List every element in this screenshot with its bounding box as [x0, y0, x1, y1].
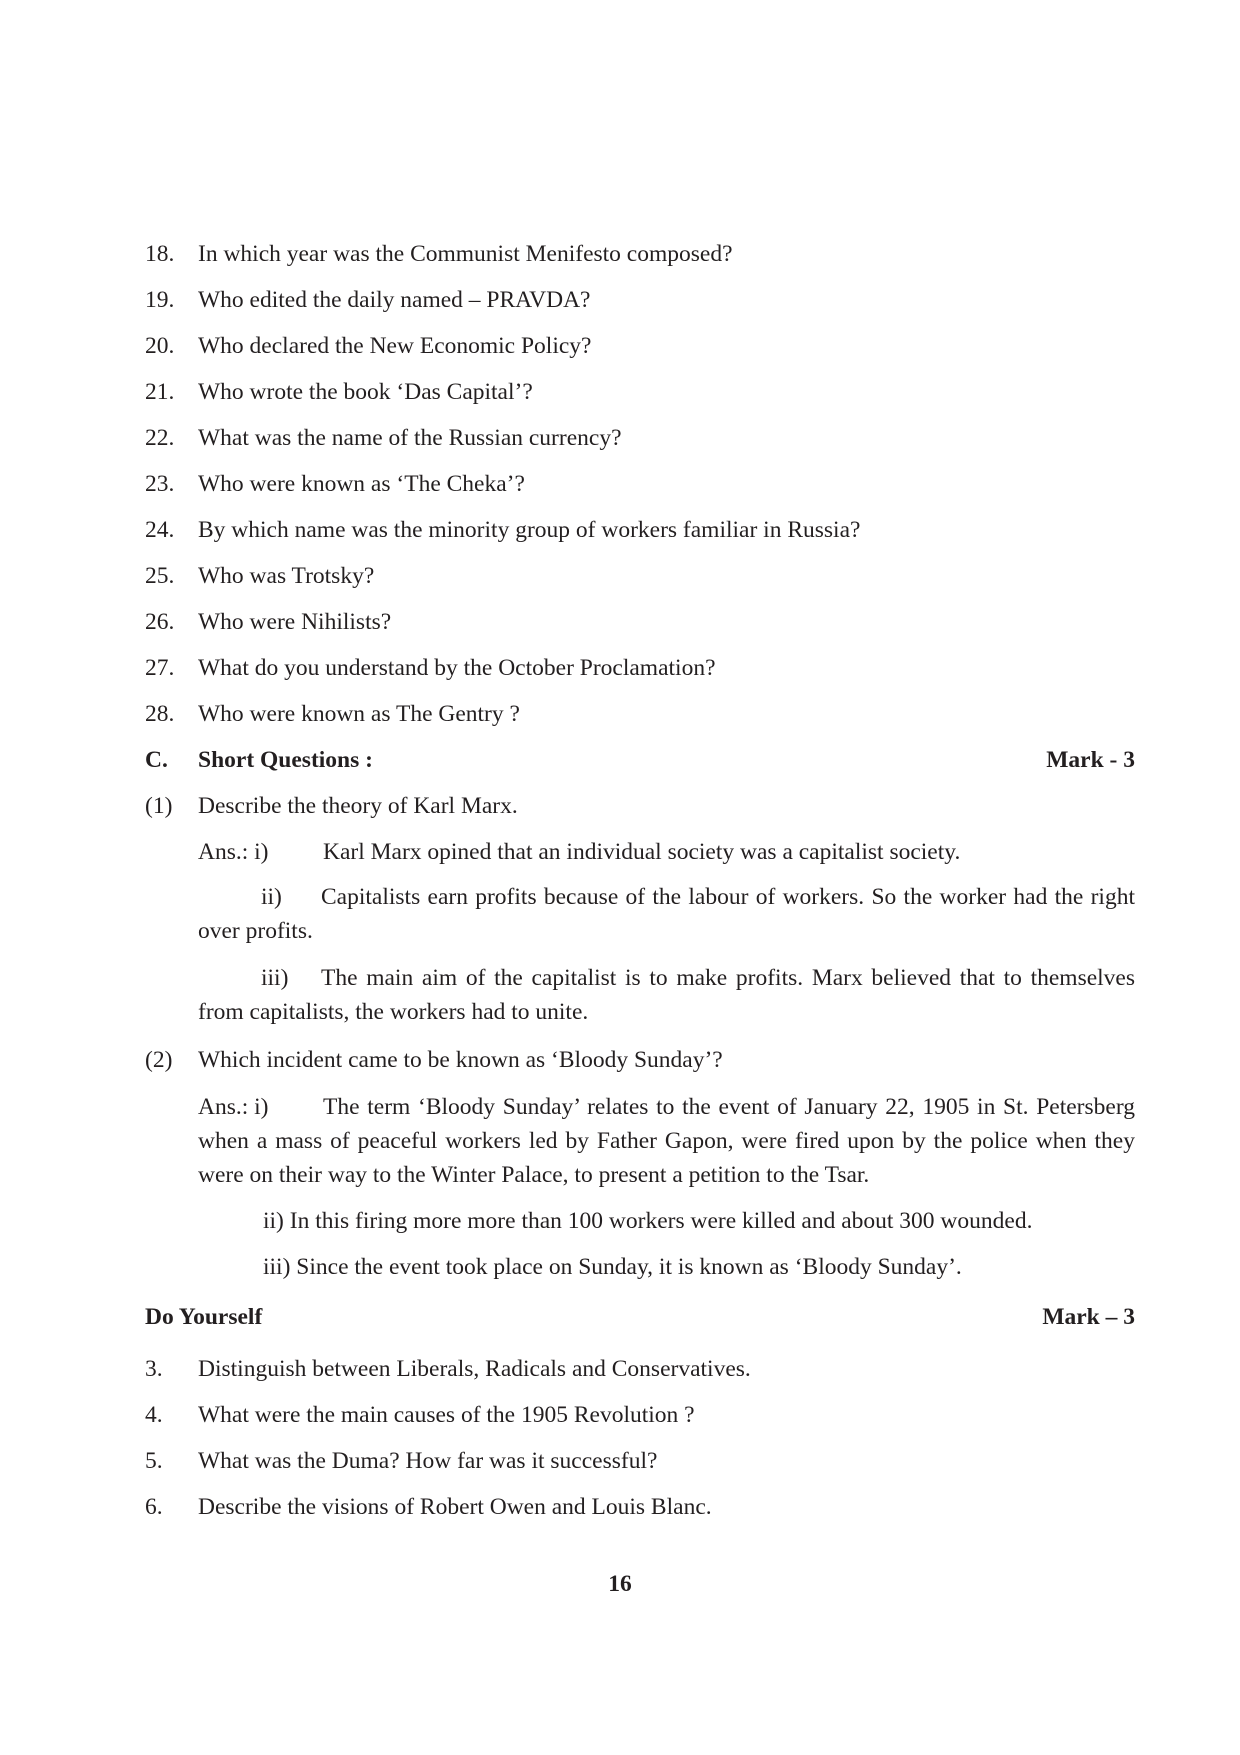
answer-label: iii): [261, 965, 289, 991]
question-number: 5.: [145, 1448, 163, 1474]
answer-text: The main aim of the capitalist is to make profits. Marx believed that to themselves from capitalists, the workers had to unite.: [198, 965, 1135, 1025]
section-letter: C.: [145, 747, 168, 773]
question-text: Who edited the daily named – PRAVDA?: [198, 287, 591, 313]
question-text: In which year was the Communist Menifesto composed?: [198, 241, 733, 267]
page-number: 16: [608, 1571, 632, 1597]
question-number: 25.: [145, 563, 175, 589]
question-text: Who were known as The Gentry ?: [198, 701, 520, 727]
question-number: 6.: [145, 1494, 163, 1520]
do-yourself-item-6: [145, 1490, 1135, 1524]
answer-2-point-iii: iii) Since the event took place on Sunday, it is known as ‘Bloody Sunday’.: [263, 1254, 962, 1280]
question-number: 28.: [145, 701, 175, 727]
answer-1-point-ii: [198, 880, 1135, 948]
question-19: [145, 283, 1135, 317]
section-title: Do Yourself: [145, 1304, 263, 1330]
question-text: Distinguish between Liberals, Radicals and Conservatives.: [198, 1356, 751, 1382]
question-text: Who were known as ‘The Cheka’?: [198, 471, 525, 497]
question-text: Describe the visions of Robert Owen and Louis Blanc.: [198, 1494, 712, 1520]
answer-text: Capitalists earn profits because of the labour of workers. So the worker had the right over profits.: [198, 884, 1135, 944]
question-25: [145, 559, 1135, 593]
question-number: 4.: [145, 1402, 163, 1428]
question-text: What was the Duma? How far was it successful?: [198, 1448, 658, 1474]
question-text: Who declared the New Economic Policy?: [198, 333, 592, 359]
question-number: 21.: [145, 379, 175, 405]
section-c-heading: [145, 743, 1135, 777]
answer-2-point-ii: ii) In this firing more more than 100 workers were killed and about 300 wounded.: [263, 1208, 1033, 1234]
section-mark: Mark – 3: [1042, 1304, 1135, 1330]
question-text: Who was Trotsky?: [198, 563, 375, 589]
answer-label: Ans.: i): [198, 1094, 269, 1120]
question-text: Describe the theory of Karl Marx.: [198, 793, 518, 819]
answer-label: Ans.: i): [198, 839, 269, 865]
question-text: Who wrote the book ‘Das Capital’?: [198, 379, 533, 405]
question-28: [145, 697, 1135, 731]
do-yourself-item-5: [145, 1444, 1135, 1478]
question-24: [145, 513, 1135, 547]
question-text: What was the name of the Russian currency?: [198, 425, 622, 451]
question-number: 3.: [145, 1356, 163, 1382]
question-number: 18.: [145, 241, 175, 267]
answer-2-point-i: [198, 1090, 1135, 1192]
do-yourself-item-3: [145, 1352, 1135, 1386]
question-number: 20.: [145, 333, 175, 359]
question-number: 19.: [145, 287, 175, 313]
short-question-2: [145, 1043, 1135, 1077]
answer-1-point-i: [198, 835, 1135, 869]
section-mark: Mark - 3: [1046, 747, 1135, 773]
question-21: [145, 375, 1135, 409]
question-27: [145, 651, 1135, 685]
question-number: 26.: [145, 609, 175, 635]
section-title: Short Questions :: [198, 747, 373, 773]
answer-1-point-iii: [198, 961, 1135, 1029]
question-number: 27.: [145, 655, 175, 681]
question-text: By which name was the minority group of workers familiar in Russia?: [198, 517, 861, 543]
do-yourself-item-4: [145, 1398, 1135, 1432]
answer-label: ii): [261, 884, 282, 910]
question-text: What do you understand by the October Proclamation?: [198, 655, 716, 681]
question-text: Who were Nihilists?: [198, 609, 392, 635]
do-yourself-heading: [145, 1300, 1135, 1334]
question-22: [145, 421, 1135, 455]
question-number: 24.: [145, 517, 175, 543]
question-number: 23.: [145, 471, 175, 497]
question-23: [145, 467, 1135, 501]
question-26: [145, 605, 1135, 639]
question-text: Which incident came to be known as ‘Bloody Sunday’?: [198, 1047, 723, 1073]
answer-text: Karl Marx opined that an individual society was a capitalist society.: [323, 839, 961, 865]
question-number: (2): [145, 1047, 173, 1073]
question-20: [145, 329, 1135, 363]
short-question-1: [145, 789, 1135, 823]
question-18: [145, 237, 1135, 271]
answer-text: The term ‘Bloody Sunday’ relates to the event of January 22, 1905 in St. Petersberg when a mass of peaceful workers led by Father Gapon, were fired upon by the police when they were on their way to the Winter Palace, to present a petition to the Tsar.: [198, 1094, 1135, 1188]
question-text: What were the main causes of the 1905 Revolution ?: [198, 1402, 695, 1428]
question-number: 22.: [145, 425, 175, 451]
question-number: (1): [145, 793, 173, 819]
